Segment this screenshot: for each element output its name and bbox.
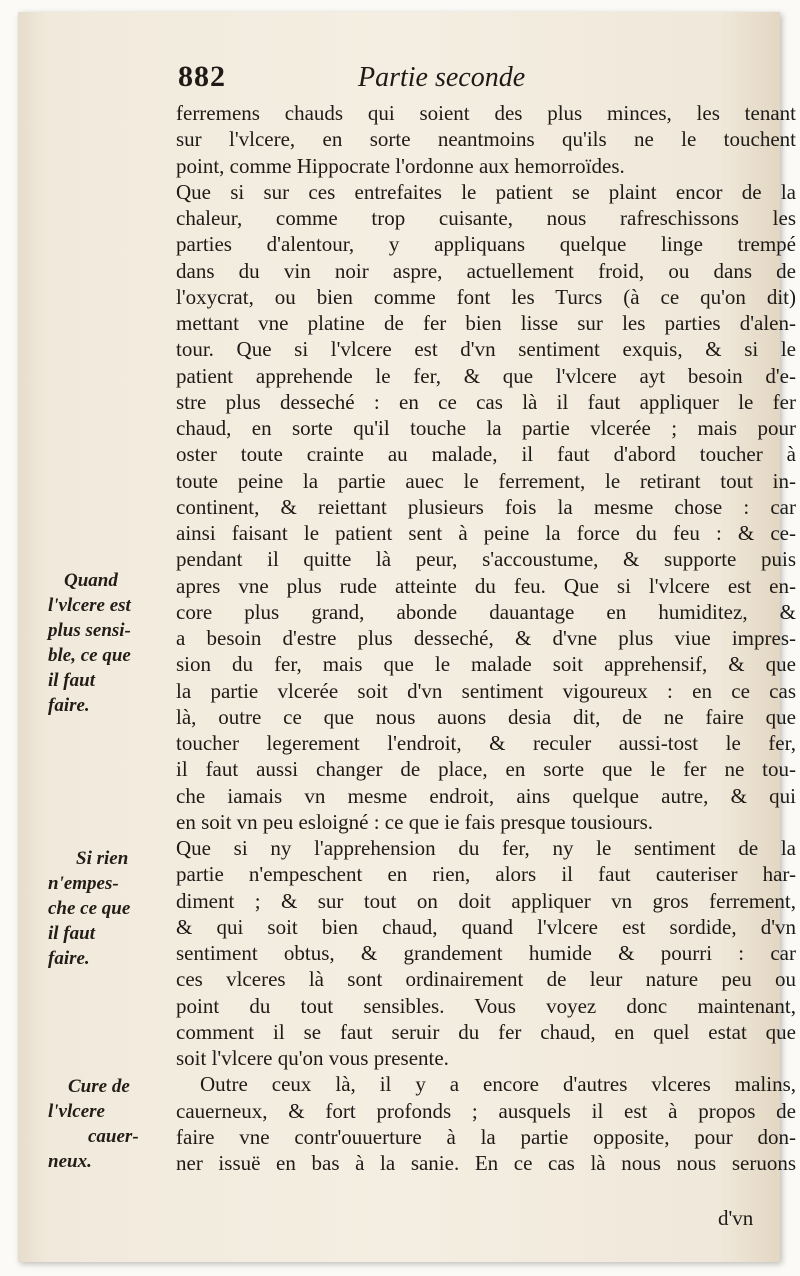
text-line: core plus grand, abonde dauantage en humiditez, & bbox=[176, 599, 796, 624]
margin-note-line: plus sensi- bbox=[48, 620, 131, 641]
text-line: oster toute crainte au malade, il faut d'abord toucher à bbox=[176, 442, 796, 467]
margin-note-line: il faut bbox=[48, 923, 95, 944]
running-title: Partie seconde bbox=[358, 62, 526, 93]
text-line: parties d'alentour, y appliquans quelque linge trempé bbox=[176, 232, 796, 257]
text-line: ferremens chauds qui soient des plus minces, les tenant bbox=[176, 101, 796, 125]
page-number: 882 bbox=[178, 60, 226, 93]
margin-note-si-rien bbox=[48, 846, 170, 971]
margin-note-line: n'empes- bbox=[48, 873, 119, 894]
text-line: continent, & reiettant plusieurs fois la mesme chose : car bbox=[176, 494, 796, 519]
text-line: l'oxycrat, ou bien comme font les Turcs (à ce qu'on dit) bbox=[176, 284, 796, 309]
text-line: en soit vn peu esloigné : ce que ie fais presque tousiours. bbox=[176, 809, 654, 834]
book-page bbox=[18, 12, 796, 1262]
text-line: toute peine la partie auec le ferrement, le retirant tout in- bbox=[176, 468, 796, 493]
margin-note-line: Cure de bbox=[68, 1076, 130, 1097]
text-line: stre plus desseché : en ce cas là il faut appliquer le fer bbox=[176, 389, 796, 414]
text-line: comment il se faut seruir du fer chaud, en quel estat que bbox=[176, 1019, 796, 1044]
margin-note-line: neux. bbox=[48, 1151, 92, 1172]
margin-note-line: il faut bbox=[48, 670, 95, 691]
text-line: ner issuë en bas à la sanie. En ce cas là nous nous seruons bbox=[176, 1151, 796, 1175]
margin-note-line: ble, ce que bbox=[48, 645, 131, 666]
text-line: la partie vlcerée soit d'vn sentiment vigoureux : en ce cas bbox=[176, 678, 796, 703]
text-line: sentiment obtus, & grandement humide & pourri : car bbox=[176, 941, 796, 965]
text-line: là, outre ce que nous auons desia dit, de ne faire que bbox=[176, 704, 796, 729]
margin-note-line: faire. bbox=[48, 695, 90, 716]
text-line: & qui soit bien chaud, quand l'vlcere est sordide, d'vn bbox=[176, 914, 796, 939]
margin-note-cure bbox=[48, 1074, 170, 1174]
body-text bbox=[176, 100, 796, 1176]
margin-note-line: cauer- bbox=[88, 1126, 139, 1147]
text-line: chaud, en sorte qu'il touche la partie vlcerée ; mais pour bbox=[176, 416, 796, 440]
text-line: dans du vin noir aspre, actuellement froid, ou dans de bbox=[176, 258, 796, 283]
text-line: Outre ceux là, il y a encore d'autres vlceres malins, bbox=[200, 1072, 796, 1097]
text-line: apres vne plus rude atteinte du feu. Que si l'vlcere est en- bbox=[176, 573, 796, 598]
text-line: il faut aussi changer de place, en sorte que le fer ne tou- bbox=[176, 757, 796, 782]
text-line: mettant vne platine de fer bien lisse sur les parties d'alen- bbox=[176, 311, 796, 335]
text-line: sur l'vlcere, en sorte neantmoins qu'ils ne le touchent bbox=[176, 127, 796, 152]
margin-note-line: Quand bbox=[64, 570, 118, 591]
text-line: sion du fer, mais que le malade soit apprehensif, & que bbox=[176, 652, 796, 677]
text-line: tour. Que si l'vlcere est d'vn sentiment exquis, & si le bbox=[176, 337, 796, 362]
catchword: d'vn bbox=[718, 1206, 754, 1230]
text-line: soit l'vlcere qu'on vous presente. bbox=[176, 1046, 449, 1070]
text-line: ainsi faisant le patient sent à peine la force du feu : & ce- bbox=[176, 521, 796, 545]
text-line: pendant il quitte là peur, s'accoustume, & supporte puis bbox=[176, 547, 796, 572]
text-line: faire vne contr'ouuerture à la partie opposite, pour don- bbox=[176, 1124, 796, 1149]
margin-note-line: Si rien bbox=[76, 848, 129, 869]
text-line: cauerneux, & fort profonds ; ausquels il est à propos de bbox=[176, 1098, 796, 1123]
text-line: Que si ny l'apprehension du fer, ny le sentiment de la bbox=[176, 836, 796, 860]
margin-note-line: faire. bbox=[48, 948, 90, 969]
text-line: che iamais vn mesme endroit, ains quelque autre, & qui bbox=[176, 783, 796, 808]
page-header bbox=[178, 60, 738, 100]
text-line: ces vlceres là sont ordinairement de leur nature peu ou bbox=[176, 967, 796, 992]
margin-note-line: l'vlcere est bbox=[48, 595, 131, 616]
text-line: diment ; & sur tout on doit appliquer vn gros ferrement, bbox=[176, 888, 796, 913]
text-line: patient apprehende le fer, & que l'vlcere ayt besoin d'e- bbox=[176, 363, 796, 388]
text-line: point du tout sensibles. Vous voyez donc maintenant, bbox=[176, 993, 796, 1018]
margin-note-line: l'vlcere bbox=[48, 1101, 105, 1122]
text-line: partie n'empeschent en rien, alors il faut cauteriser har- bbox=[176, 862, 796, 887]
text-line: Que si sur ces entrefaites le patient se plaint encor de la bbox=[176, 179, 796, 204]
margin-note-quand bbox=[48, 568, 170, 718]
margin-note-line: che ce que bbox=[48, 898, 131, 919]
text-line: a besoin d'estre plus desseché, & d'vne plus viue impres- bbox=[176, 626, 796, 650]
text-line: chaleur, comme trop cuisante, nous rafreschissons les bbox=[176, 206, 796, 230]
text-line: toucher legerement l'endroit, & reculer aussi-tost le fer, bbox=[176, 731, 796, 755]
text-line: point, comme Hippocrate l'ordonne aux hemorroïdes. bbox=[176, 153, 625, 178]
